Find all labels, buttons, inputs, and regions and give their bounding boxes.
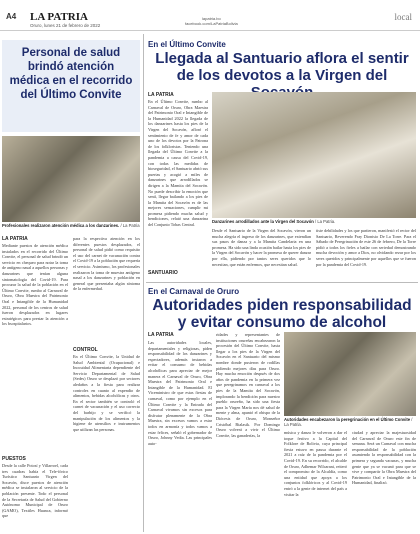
bottom-col-1: Las autoridades locales, departamentales y religiosas, piden responsabilidad de los danzarines y espectadores, además instaron a evitar el consumo de bebidas alcohólicas para apreciar de mejor manera el Carnaval de Oruro, Obra Maestra del Patrimonio Oral e Intangible de la Humanidad. El Viceministro de que estas fiestas de carnaval, como por ejemplo en el Último Convite y la Entrada del Carnaval vivamos sin excesos para disfrutar plenamente de la Obra Maestra, sin excesos vamos a estar todos en armonía y todos vamos a estar felices, señaló el gobernador de Oruro, Johnny Vedia. Las principales auto- [148,340,212,446]
newspaper-logo: LA PATRIA [30,11,88,23]
bottom-caption: Autoridades encabezaron la peregrinación en el Último Convite / La Patria. [284,417,413,428]
bottom-photo [284,332,416,416]
top-col-2: Desde el Santuario de la Virgen del Socavón, vieron un mucha alegría el ingreso de los danzarines, que extendían sus pasos de danza y a la Mamita Candelaria en una promesa. Ha sido una linda ocasión bailar hasta los pies de la Virgen del Socavón y hacer la promesa de querer danzar por ella, pidiendo por tantos seres queridos que lo necesitan, que están enfermos, que necesitan salud. [212,228,311,267]
side-byline: LA PATRIA [2,236,28,242]
bottom-byline: LA PATRIA [148,332,174,338]
side-col-1b: Desde la calle Potosí y Villarroel, cada tres cuadras había el Tele-fórico Turístico Santuario Virgen del Socavón, disce puestos de atención médica se instalaron al servicio de la población presente. Todo el personal de la Secretaría de Salud del Gobierno Autónomo Municipal de Oruro (GAMO), Textiles Huanca, informó que [2,463,68,519]
facebook-url[interactable]: facebook.com/LaPatriaBolivia [185,21,238,26]
side-headline: Personal de salud brindó atención médica en el recorrido del Último Convite [9,47,133,101]
section-label: local [394,12,412,22]
bottom-kicker: En el Carnaval de Oruro [148,287,240,296]
page-number: A4 [6,12,17,21]
side-photo [2,136,140,222]
site-links [185,16,238,26]
bottom-headline: Autoridades piden responsabilidad y evitar consumo de alcohol [152,297,412,331]
section-rule [146,282,418,283]
bottom-col-3: música y danza le volveron a dar el toque festivo a la Capital del Folklore de Bolivia, cuya principal fiesta estuvo en pausa durante el 2021 a raíz de la pandemia por el Covid-19. En su recorrido, el alcalde de Oruro, Adhemar Wilcarani, reiteró el compromiso de la Alcaldía, como una entidad que apoya a los conjuntos folklóricos y al Covid-19 entró a la gente de internet del país a visitar la [284,430,347,497]
bottom-col-4: ciudad y apreciar la majestuosidad del Carnaval de Oruro este fin de semana. Será un Carnaval con mucha responsabilidad de la población asumiendo la responsabilidad con la primera y segunda vacunas, y mucha gente que ya se vacunó para que se vive y compartir la Obra Maestra del Patrimonio Oral e Intangible de la Humanidad, finalizó. [352,430,416,486]
top-col-1: En el Último Convite, rumbo al Carnaval de Oruro, Obra Maestra del Patrimonio Oral e Intangible de la Humanidad 2022 la llegada de los danzarines hasta los pies de la Virgen del Socavón, afloró el sentimiento de fe y amor de cada uno de los devotos por la Patrona de los folkloristas. Teniendo una llegada del Último Convite a la pandemia a causa del Covid-19, con todas las medidas de bioseguridad, el Santuario abrió sus puertas y acogió a miles de danzarines que arrodillados se dirigen a la Mamita del Socavón. No puede describir la emoción que sentí, llegar bailando a los pies de la Mamita del Socavón es de las mejores sensaciones, cumplir mi promesa pidiendo mucha salud y bendiciones, relató una danzarina del Conjunto Tobas Central. [148,99,208,228]
top-headline: Llegada al Santuario aflora el sentir de los devotos a la Virgen del [155,50,409,84]
top-subhead-santuario: SANTUARIO [148,270,178,276]
side-col-2b: En el Último Convite, la Unidad de Salud Ambiental (Ocupacional) e Inocuidad Alimentaria dependiente del Servicio Departamental de Salud (Sedes) Oruro se desplazó por sectores aledaños a la fiesta para realizar controles en cuanto al expendio de alimentos, bebidas alcohólicas y otros. En el sector también se controló el carnet de vacunación y el uso correcto del barbijo y se verificó la manipulación de los alimentos y la higiene de utensilios e instrumentos que utilizan las personas. [73,354,140,432]
top-photo [212,92,416,218]
issue-date: Oruro, lunes 21 de febrero de 2022 [30,23,101,28]
top-col-3: tiste debilidades y los que partieron, manifestó el rector del Santuario, Reverendo Fray Dionisio De La Torre. Para el Sábado de Peregrinación de este 26 de febrero, De la Torre pidió a todos los fieles a bailar con seriedad demostrando mucha devoción y amor a Dios, no olvidando rezar por los seres queridos y principalmente por aquellos que se fueron por la pandemia del Covid-19. [316,228,416,267]
page-header [0,0,420,31]
column-divider [143,34,144,532]
top-kicker: En el Último Convite [148,40,226,49]
side-subhead-puestos: PUESTOS [2,456,26,462]
top-byline: LA PATRIA [148,92,174,98]
side-col-1: Mediante puestos de atención médica instalados en el recorrido del Último Convite, el personal de salud brindó un servicio en chequeo para notar la toma de antígeno nasal a aquellos personas y danzarines que tenían alguna sintomatología del Covid-19. Para procurar la salud de la población en el Último Convite, rumbo al Carnaval de Oruro, Obra Maestra del Patrimonio Oral e Intangible de la Humanidad 2022, personal de los centros de salud fueron desplazados en lugares estratégicos para prestar la atención a los bsospitalarios. [2,243,68,327]
side-subhead-control: CONTROL [73,347,98,353]
site-url[interactable]: lapatria.bo [202,16,221,21]
side-col-2: para la respectiva atención en los diferentes puestos desplazados, el personal de salud pidió como requisito el uso del carnet de vacunación contra el Covid-19 a la población que requería el servicio. Asimismo, los profesionales realizaron la toma de muestra antígeno nasal a los danzarines y población en general que presentaba algún síntoma de la enfermedad. [73,236,140,292]
side-caption: Profesionales realizaron atención médica a los danzarines. / La Patria [2,223,140,228]
bottom-col-2: ridades y representantes de instituciones orureñas encabezaron la procesión del Último Convite, hasta llegar a los pies de la Virgen del Socavón en el Santuario del mismo nombre donde pusieron de rodillas pidiendo mejores días para Oruro. Hay mucha emoción después de dos años de pandemia en la primera vez que peregrinamos en carnaval a los pies de la Mamita del Socavón, implorando la bendición para nuestro pueblo orureño, ha sido una fiesta para la Virgen María nos dé salud de mente y alma, apuntó el obispo de la Diócesis de Oruro, Monseñor Cristóbal Bialasik. Por Domingo Oruro volverá a vivir el Último Convite, las ganaderías, la [216,332,280,438]
top-caption: Danzarines arrodillados ante la Virgen del Socavón / La Patria. [212,219,336,224]
